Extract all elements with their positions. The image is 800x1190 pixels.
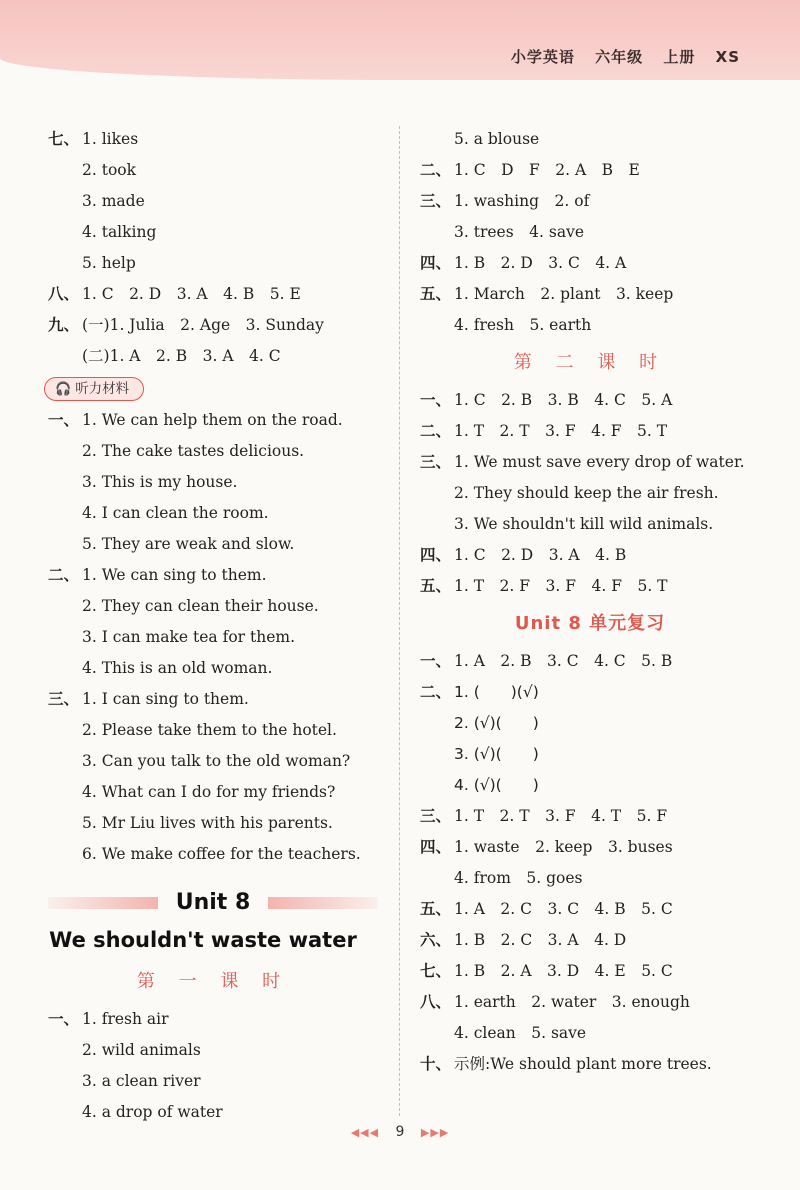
answer-line <box>420 801 760 832</box>
answer-text: 1. T 2. T 3. F 4. T 5. F <box>454 807 668 825</box>
answer-text: 1. B 2. A 3. D 4. E 5. C <box>454 962 673 980</box>
question-label: 四、 <box>420 546 452 564</box>
answer-line: 4. a drop of water <box>82 1103 223 1121</box>
answer-line <box>48 310 378 341</box>
answer-line <box>48 279 378 310</box>
headphones-icon: 🎧 <box>55 382 72 397</box>
answer-line: 2. They can clean their house. <box>82 597 319 615</box>
banner-stripe-left <box>48 897 158 909</box>
answer-line: 2. They should keep the air fresh. <box>454 484 719 502</box>
header-edition: XS <box>715 48 740 66</box>
answer-line <box>420 279 760 310</box>
unit-heading <box>48 886 378 960</box>
answer-text: 1. ( )(√) <box>454 683 539 701</box>
answer-line <box>420 416 760 447</box>
answer-line <box>48 560 378 591</box>
right-arrows-icon: ▶▶▶ <box>420 1126 450 1139</box>
question-label: 八、 <box>420 993 452 1011</box>
answer-line <box>420 385 760 416</box>
question-label: 一、 <box>420 652 452 670</box>
answer-line: 5. They are weak and slow. <box>82 535 295 553</box>
question-label: 七、 <box>420 962 452 980</box>
answer-line <box>48 405 378 436</box>
answer-line: 5. help <box>82 254 136 272</box>
answer-line: 2. Please take them to the hotel. <box>82 721 337 739</box>
lesson-1-title: 第 一 课 时 <box>136 971 290 992</box>
banner-stripe-right <box>268 897 378 909</box>
answer-line: 3. Can you talk to the old woman? <box>82 752 351 770</box>
question-label: 三、 <box>420 192 452 210</box>
answer-line: 2. The cake tastes delicious. <box>82 442 305 460</box>
answer-line: 2. (√)( ) <box>454 714 539 732</box>
answer-text: 1. waste 2. keep 3. buses <box>454 838 673 856</box>
answer-text: 1. We must save every drop of water. <box>454 453 745 471</box>
answer-text: 1. C 2. B 3. B 4. C 5. A <box>454 391 673 409</box>
answer-line <box>420 571 760 602</box>
answer-text: 1. A 2. C 3. C 4. B 5. C <box>454 900 673 918</box>
question-label: 五、 <box>420 577 452 595</box>
column-divider <box>399 126 400 1116</box>
answer-text: 1. C 2. D 3. A 4. B <box>454 546 627 564</box>
answer-line <box>420 155 760 186</box>
header-info <box>497 46 740 67</box>
answer-line: 4. I can clean the room. <box>82 504 269 522</box>
answer-line: 3. made <box>82 192 145 210</box>
question-label: 二、 <box>420 683 452 701</box>
right-column <box>420 124 760 1080</box>
answer-text: 1. We can help them on the road. <box>82 411 343 429</box>
answer-text: 1. C 2. D 3. A 4. B 5. E <box>82 285 301 303</box>
answer-line <box>48 124 378 155</box>
answer-text: 1. earth 2. water 3. enough <box>454 993 690 1011</box>
answer-line <box>48 1004 378 1035</box>
question-label: 一、 <box>48 411 80 429</box>
answer-line: 4. What can I do for my friends? <box>82 783 336 801</box>
answer-text: 1. likes <box>82 130 139 148</box>
answer-line <box>420 832 760 863</box>
question-label: 一、 <box>420 391 452 409</box>
answer-text: 1. C D F 2. A B E <box>454 161 640 179</box>
answer-text: 1. A 2. B 3. C 4. C 5. B <box>454 652 673 670</box>
answer-text: 1. T 2. F 3. F 4. F 5. T <box>454 577 668 595</box>
unit-review-title: Unit 8 单元复习 <box>514 613 666 634</box>
answer-line <box>420 646 760 677</box>
answer-line <box>48 684 378 715</box>
answer-line: 6. We make coffee for the teachers. <box>82 845 361 863</box>
answer-line <box>420 1049 760 1080</box>
answer-line <box>420 894 760 925</box>
answer-text: (一)1. Julia 2. Age 3. Sunday <box>82 316 324 334</box>
left-column <box>48 124 378 1128</box>
answer-line <box>420 925 760 956</box>
answer-line <box>420 540 760 571</box>
question-label: 六、 <box>420 931 452 949</box>
answer-line: 3. (√)( ) <box>454 745 539 763</box>
question-label: 七、 <box>48 130 80 148</box>
answer-line <box>420 248 760 279</box>
header-grade: 六年级 <box>595 48 644 66</box>
answer-line: 3. trees 4. save <box>454 223 584 241</box>
answer-line: 4. talking <box>82 223 157 241</box>
answer-line <box>420 677 760 708</box>
answer-line: (二)1. A 2. B 3. A 4. C <box>82 347 281 365</box>
question-label: 四、 <box>420 254 452 272</box>
answer-line <box>420 186 760 217</box>
answer-line: 2. wild animals <box>82 1041 201 1059</box>
header-band <box>0 0 800 80</box>
question-label: 四、 <box>420 838 452 856</box>
answer-line <box>420 987 760 1018</box>
answer-text: 1. T 2. T 3. F 4. F 5. T <box>454 422 668 440</box>
answer-line: 4. This is an old woman. <box>82 659 273 677</box>
answer-text: 1. washing 2. of <box>454 192 590 210</box>
answer-line: 3. a clean river <box>82 1072 201 1090</box>
answer-text: 1. B 2. D 3. C 4. A <box>454 254 627 272</box>
header-volume: 上册 <box>663 48 696 66</box>
question-label: 五、 <box>420 285 452 303</box>
left-arrows-icon: ◀◀◀ <box>350 1126 380 1139</box>
answer-line: 4. (√)( ) <box>454 776 539 794</box>
question-label: 三、 <box>420 807 452 825</box>
question-label: 八、 <box>48 285 80 303</box>
question-label: 九、 <box>48 316 80 334</box>
answer-text: 示例:We should plant more trees. <box>454 1055 712 1073</box>
badge-label: 听力材料 <box>75 381 130 397</box>
unit-subtitle: We shouldn't waste water <box>49 928 357 952</box>
page-number: 9 <box>395 1124 405 1140</box>
answer-line <box>420 956 760 987</box>
question-label: 五、 <box>420 900 452 918</box>
question-label: 三、 <box>420 453 452 471</box>
answer-text: 1. B 2. C 3. A 4. D <box>454 931 627 949</box>
answer-line: 5. a blouse <box>454 130 540 148</box>
answer-text: 1. fresh air <box>82 1010 169 1028</box>
question-label: 十、 <box>420 1055 452 1073</box>
unit-title: Unit 8 <box>168 890 259 915</box>
page-footer <box>0 1124 800 1140</box>
answer-text: 1. We can sing to them. <box>82 566 267 584</box>
question-label: 二、 <box>48 566 80 584</box>
answer-line: 4. from 5. goes <box>454 869 583 887</box>
answer-line: 4. clean 5. save <box>454 1024 587 1042</box>
unit-banner <box>48 886 378 920</box>
question-label: 三、 <box>48 690 80 708</box>
question-label: 一、 <box>48 1010 80 1028</box>
header-subject: 小学英语 <box>510 48 575 66</box>
answer-line: 5. Mr Liu lives with his parents. <box>82 814 333 832</box>
answer-line: 2. took <box>82 161 137 179</box>
answer-line: 4. fresh 5. earth <box>454 316 592 334</box>
question-label: 二、 <box>420 161 452 179</box>
answer-text: 1. I can sing to them. <box>82 690 249 708</box>
question-label: 二、 <box>420 422 452 440</box>
answer-line: 3. We shouldn't kill wild animals. <box>454 515 714 533</box>
listening-material-badge <box>44 377 144 401</box>
answer-line <box>420 447 760 478</box>
answer-text: 1. March 2. plant 3. keep <box>454 285 674 303</box>
lesson-2-title: 第 二 课 时 <box>513 352 667 373</box>
answer-line: 3. I can make tea for them. <box>82 628 296 646</box>
answer-line: 3. This is my house. <box>82 473 238 491</box>
